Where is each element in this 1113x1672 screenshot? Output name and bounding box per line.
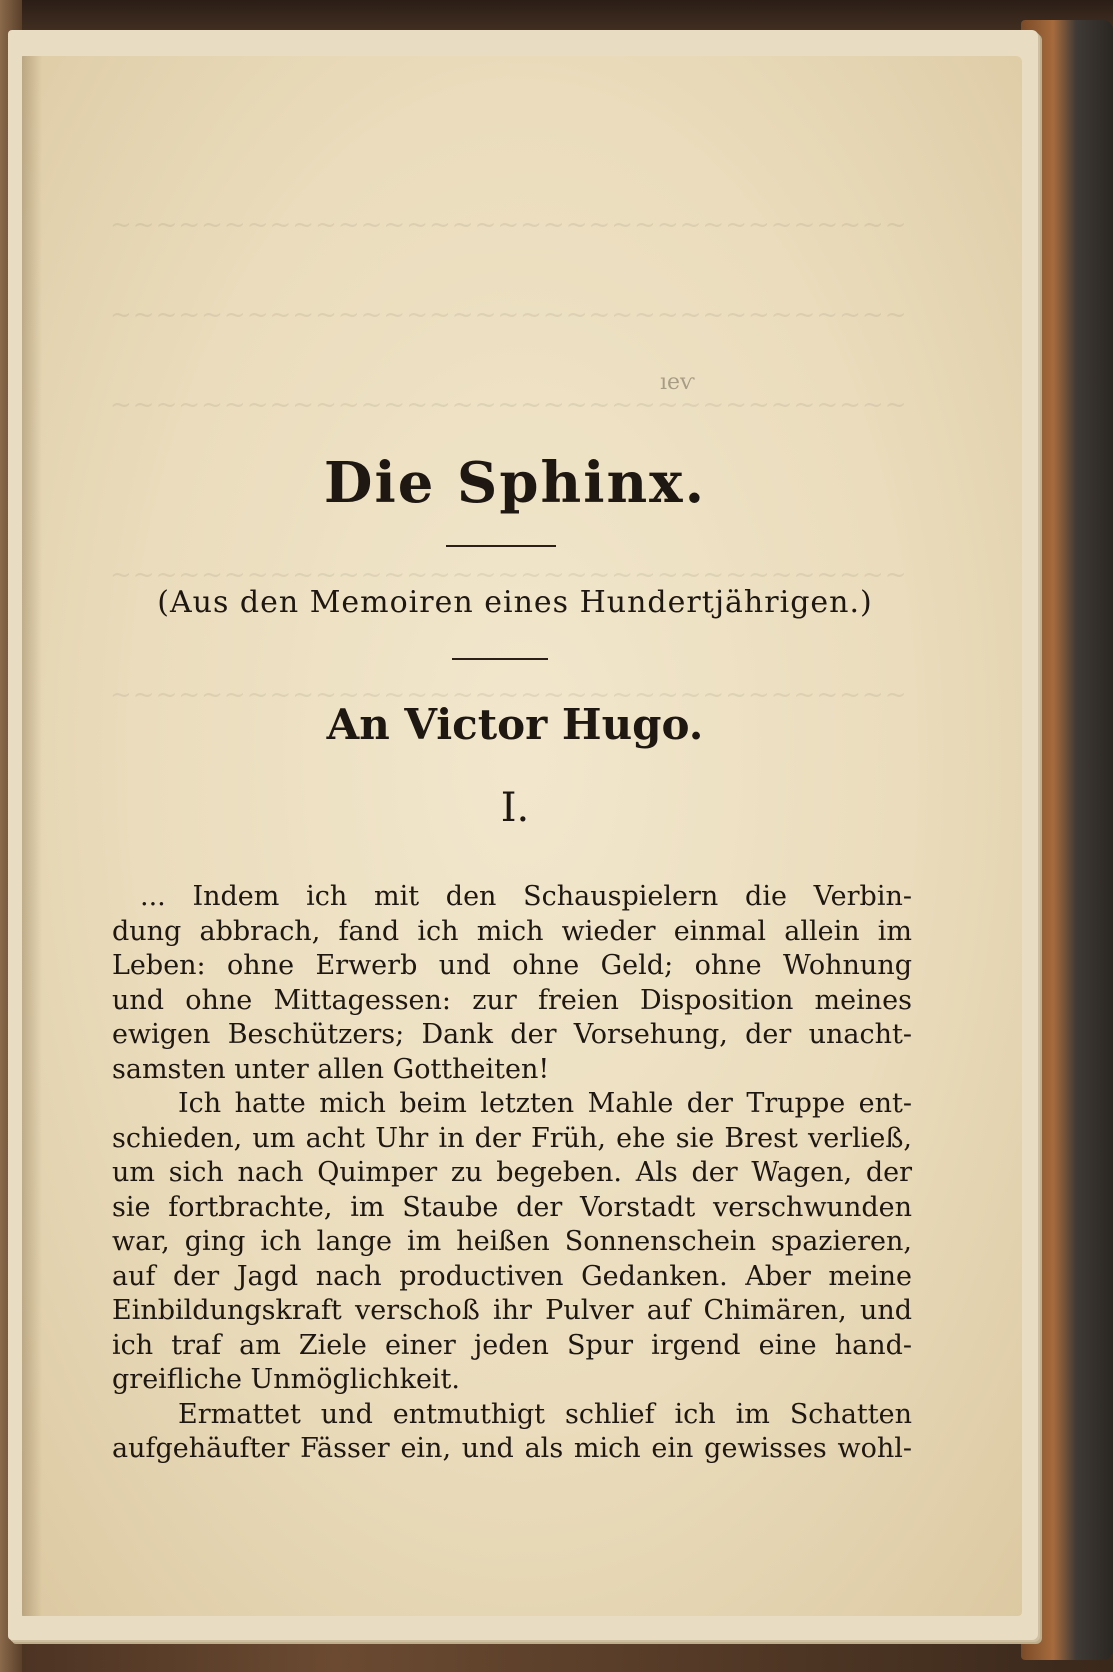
text-line: aufgehäufter Fässer ein, und als mich ein gewisses wohl- [112,1433,912,1464]
page-subtitle: (Aus den Memoiren eines Hundertjährigen.) [157,585,873,620]
text-line: ... Indem ich mit den Schauspielern die Verbin- [140,881,912,912]
page-mark: ıeⱱ [660,370,695,395]
chapter-number: I. [500,785,530,831]
title-rule [446,545,556,547]
text-line: Leben: ohne Erwerb und ohne Geld; ohne Wohnung [112,950,912,981]
text-line: war, ging ich lange im heißen Sonnenschein spazieren, [112,1226,912,1257]
text-line: ich traf am Ziele einer jeden Spur irgend eine hand- [112,1329,912,1361]
show-through-line: ~~~~~~~~~~~~~~~~~~~~~~~~~~~~~~~~~~~ [110,300,908,330]
text-line: Ermattet und entmuthigt schlief ich im Schatten [178,1398,912,1430]
subtitle-rule [452,658,548,660]
text-line: Ich hatte mich beim letzten Mahle der Truppe ent- [178,1088,912,1119]
text-line: Einbildungskraft verschoß ihr Pulver auf Chimären, und [112,1295,912,1326]
text-line: sie fortbrachte, im Staube der Vorstadt verschwunden [112,1191,912,1223]
text-line: greifliche Unmöglichkeit. [112,1364,460,1395]
show-through-line: ~~~~~~~~~~~~~~~~~~~~~~~~~~~~~~~~~~~ [110,210,908,240]
show-through-line: ~~~~~~~~~~~~~~~~~~~~~~~~~~~~~~~~~~~ [110,390,908,420]
text-line: samsten unter allen Gottheiten! [112,1053,550,1085]
text-line: dung abbrach, fand ich mich wieder einmal allein im [112,915,912,947]
page-gutter-shadow [22,56,42,1616]
show-through-line: ~~~~~~~~~~~~~~~~~~~~~~~~~~~~~~~~~~~ [110,560,908,590]
text-line: und ohne Mittagessen: zur freien Disposition meines [112,984,912,1016]
text-line: ewigen Beschützers; Dank der Vorsehung, der unacht- [112,1019,912,1050]
body-text [112,880,912,1467]
text-line: um sich nach Quimper zu begeben. Als der Wagen, der [112,1157,912,1188]
dedication: An Victor Hugo. [326,700,704,749]
show-through-line: ~~~~~~~~~~~~~~~~~~~~~~~~~~~~~~~~~~~ [110,680,908,710]
text-line: auf der Jagd nach productiven Gedanken. Aber meine [112,1260,912,1292]
page-title: Die Sphinx. [323,450,707,516]
text-line: schieden, um acht Uhr in der Früh, ehe sie Brest verließ, [112,1122,912,1154]
